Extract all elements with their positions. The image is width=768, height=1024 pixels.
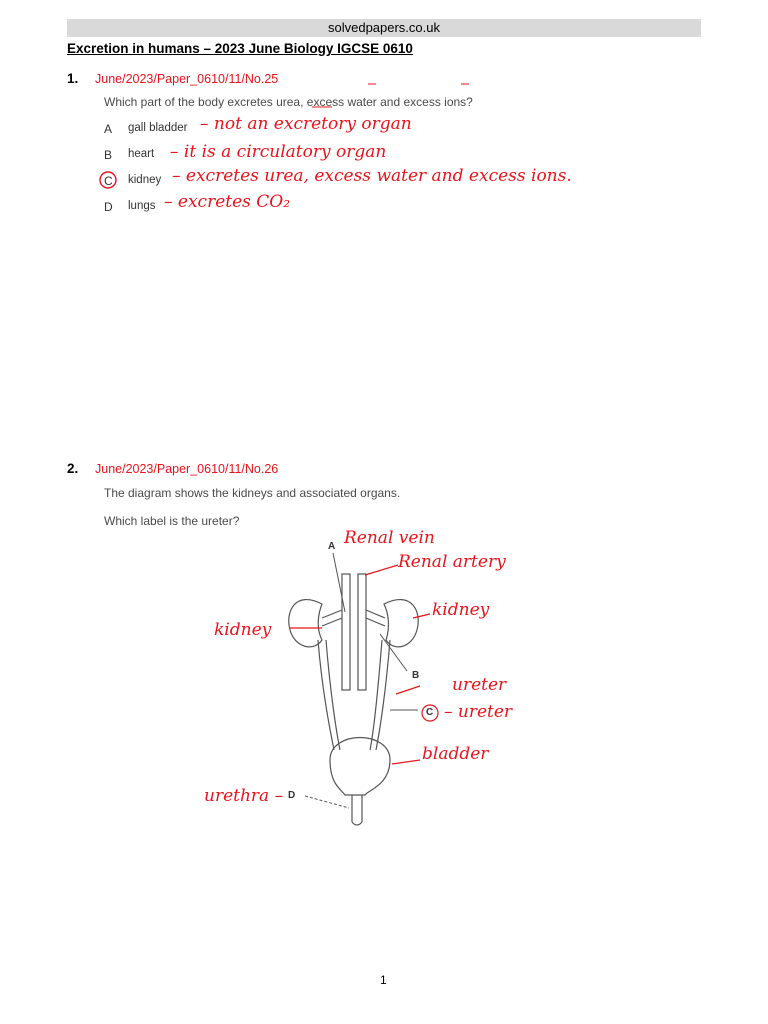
renal-vein-annotation: Renal vein xyxy=(344,528,435,548)
vena-cava xyxy=(342,574,350,690)
urethra xyxy=(352,795,362,825)
diagram-label-d: D xyxy=(288,790,296,801)
kidney-right-annotation: kidney xyxy=(432,600,490,620)
site-banner: solvedpapers.co.uk xyxy=(67,19,701,37)
option-d-letter: D xyxy=(104,200,113,214)
diagram-label-c: C xyxy=(426,707,434,718)
page-title: Excretion in humans – 2023 June Biology IGCSE 0610 xyxy=(67,41,413,56)
kidney-left-annotation: kidney xyxy=(214,620,272,640)
option-a-letter: A xyxy=(104,122,113,136)
label-b-leader xyxy=(380,634,407,671)
renal-artery-annotation: Renal artery xyxy=(398,552,506,572)
question-2-number: 2. xyxy=(67,461,79,476)
right-kidney xyxy=(384,600,418,647)
question-2-prompt: Which label is the ureter? xyxy=(104,514,240,528)
label-d-leader xyxy=(305,796,349,808)
left-ureter xyxy=(318,640,340,750)
question-1-reference: June/2023/Paper_0610/11/No.25 xyxy=(95,72,279,86)
ureter-annotation: ureter xyxy=(452,675,507,695)
diagram-label-a: A xyxy=(328,541,336,552)
bladder-pointer xyxy=(392,760,420,764)
page-number: 1 xyxy=(380,973,387,987)
option-b-letter: B xyxy=(104,148,113,162)
option-a-text: gall bladder xyxy=(128,122,188,134)
question-2-stem: The diagram shows the kidneys and associated organs. xyxy=(104,486,401,500)
option-c-letter: C xyxy=(104,174,113,188)
option-b-text: heart xyxy=(128,148,155,160)
left-kidney xyxy=(289,600,322,647)
option-c-circle xyxy=(100,172,116,188)
question-2-reference: June/2023/Paper_0610/11/No.26 xyxy=(95,462,279,476)
renal-vessels xyxy=(322,610,385,626)
label-a-leader xyxy=(333,553,345,612)
right-kidney-pointer xyxy=(413,614,430,618)
diagram-label-b: B xyxy=(412,670,420,681)
option-a-annotation: – not an excretory organ xyxy=(200,114,412,134)
option-b-annotation: – it is a circulatory organ xyxy=(170,142,387,162)
right-ureter xyxy=(370,640,390,750)
aorta xyxy=(358,574,366,690)
bladder-annotation: bladder xyxy=(422,744,489,764)
option-d-annotation: – excretes CO₂ xyxy=(164,192,291,212)
option-d-text: lungs xyxy=(128,200,156,212)
ureter-c-annotation: – ureter xyxy=(444,702,513,722)
question-1-number: 1. xyxy=(67,71,79,86)
ureter-pointer xyxy=(396,686,420,694)
urethra-annotation: urethra – xyxy=(204,786,284,806)
option-c-text: kidney xyxy=(128,174,162,186)
option-c-annotation: – excretes urea, excess water and excess ions. xyxy=(172,166,572,186)
renal-artery-pointer xyxy=(365,565,398,575)
question-1-stem: Which part of the body excretes urea, excess water and excess ions? xyxy=(104,95,473,109)
